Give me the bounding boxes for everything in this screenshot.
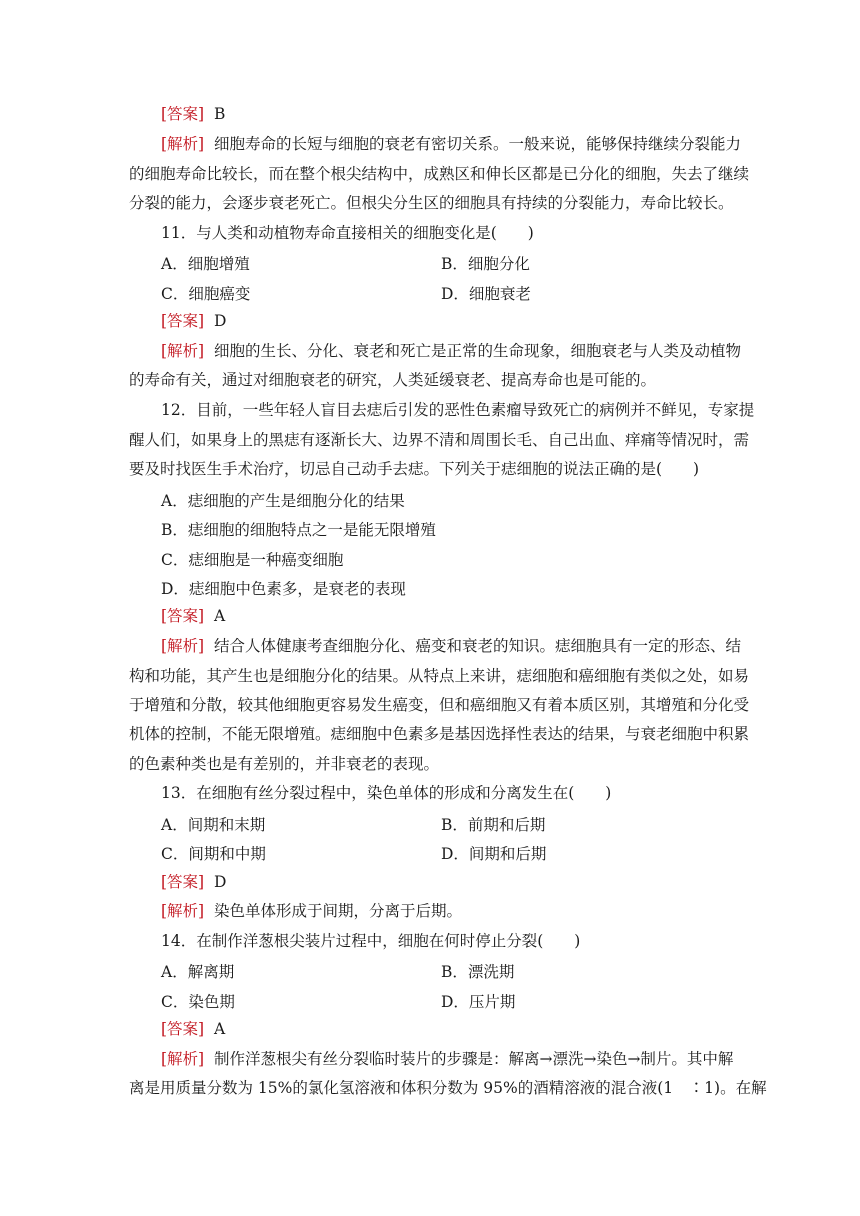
- answer-14: [161, 1019, 738, 1039]
- explanation-text: 结合人体健康考查细胞分化、癌变和衰老的知识。痣细胞具有一定的形态、结: [213, 637, 741, 655]
- answer-value: D: [213, 312, 227, 330]
- explanation-14-line-2: 离是用质量分数为 15%的氯化氢溶液和体积分数为 95%的酒精溶液的混合液(1 ∶1)。在解: [129, 1079, 767, 1097]
- question-13-option-b: B．前期和后期: [441, 816, 546, 834]
- question-12-option-d: D．痣细胞中色素多，是衰老的表现: [161, 580, 406, 598]
- explanation-14-line-1: [161, 1049, 738, 1069]
- answer-13: [161, 872, 738, 892]
- question-14-stem: 14．在制作洋葱根尖装片过程中，细胞在何时停止分裂( ): [161, 932, 581, 950]
- question-14-option-d: D．压片期: [441, 993, 516, 1011]
- question-12-line-1: 12．目前，一些年轻人盲目去痣后引发的恶性色素瘤导致死亡的病例并不鲜见，专家提: [161, 401, 755, 419]
- explanation-text: 细胞的生长、分化、衰老和死亡是正常的生命现象，细胞衰老与人类及动植物: [213, 342, 741, 360]
- question-11-option-a: A．细胞增殖: [161, 255, 250, 273]
- answer-value: B: [213, 105, 226, 123]
- question-11-stem: 11．与人类和动植物寿命直接相关的细胞变化是( ): [161, 224, 534, 242]
- answer-12: [161, 606, 738, 626]
- explanation-tag: [解析]: [161, 1050, 205, 1068]
- question-12-line-2: 醒人们，如果身上的黑痣有逐渐长大、边界不清和周围长毛、自己出血、痒痛等情况时，需: [129, 431, 750, 449]
- explanation-12-line-4: 机体的控制，不能无限增殖。痣细胞中色素多是基因选择性表达的结果，与衰老细胞中积累: [129, 725, 750, 743]
- question-14-option-c: C．染色期: [161, 993, 235, 1011]
- explanation-tag: [解析]: [161, 342, 205, 360]
- explanation-10-line-2: 的细胞寿命比较长，而在整个根尖结构中，成熟区和伸长区都是已分化的细胞，失去了继续: [129, 165, 750, 183]
- explanation-text: 细胞寿命的长短与细胞的衰老有密切关系。一般来说，能够保持继续分裂能力: [213, 135, 741, 153]
- explanation-tag: [解析]: [161, 637, 205, 655]
- answer-tag: [答案]: [161, 312, 205, 330]
- explanation-tag: [解析]: [161, 135, 205, 153]
- explanation-11-line-2: 的寿命有关，通过对细胞衰老的研究，人类延缓衰老、提高寿命也是可能的。: [129, 371, 657, 389]
- question-12-option-b: B．痣细胞的细胞特点之一是能无限增殖: [161, 521, 436, 539]
- answer-tag: [答案]: [161, 607, 205, 625]
- answer-value: A: [213, 607, 226, 625]
- question-11-option-c: C．细胞癌变: [161, 285, 251, 303]
- explanation-12-line-3: 于增殖和分散，较其他细胞更容易发生癌变，但和癌细胞又有着本质区别，其增殖和分化受: [129, 696, 750, 714]
- answer-tag: [答案]: [161, 1020, 205, 1038]
- explanation-11-line-1: [161, 341, 741, 361]
- question-12-option-c: C．痣细胞是一种癌变细胞: [161, 551, 344, 569]
- answer-value: A: [213, 1020, 226, 1038]
- answer-11: [161, 311, 738, 331]
- explanation-10-line-1: [161, 134, 741, 154]
- explanation-text: 制作洋葱根尖有丝分裂临时装片的步骤是：解离→漂洗→染色→制片。其中解: [213, 1050, 734, 1068]
- question-13-option-a: A．间期和末期: [161, 816, 266, 834]
- answer-value: D: [213, 873, 227, 891]
- question-13-option-d: D．间期和后期: [441, 845, 547, 863]
- question-13-option-c: C．间期和中期: [161, 845, 266, 863]
- question-11-option-b: B．细胞分化: [441, 255, 530, 273]
- explanation-13-line-1: [161, 901, 738, 921]
- question-12-option-a: A．痣细胞的产生是细胞分化的结果: [161, 492, 405, 510]
- explanation-12-line-2: 构和功能，其产生也是细胞分化的结果。从特点上来讲，痣细胞和癌细胞有类似之处，如易: [129, 667, 750, 685]
- question-11-option-d: D．细胞衰老: [441, 285, 531, 303]
- question-14-option-a: A．解离期: [161, 963, 235, 981]
- explanation-text: 染色单体形成于间期，分离于后期。: [213, 902, 462, 920]
- answer-tag: [答案]: [161, 105, 205, 123]
- explanation-10-line-3: 分裂的能力，会逐步衰老死亡。但根尖分生区的细胞具有持续的分裂能力，寿命比较长。: [129, 194, 734, 212]
- explanation-12-line-5: 的色素种类也是有差别的，并非衰老的表现。: [129, 755, 440, 773]
- question-14-option-b: B．漂洗期: [441, 963, 515, 981]
- answer-10: [161, 104, 738, 124]
- answer-tag: [答案]: [161, 873, 205, 891]
- explanation-12-line-1: [161, 636, 741, 656]
- explanation-tag: [解析]: [161, 902, 205, 920]
- question-12-line-3: 要及时找医生手术治疗，切忌自己动手去痣。下列关于痣细胞的说法正确的是( ): [129, 460, 700, 478]
- question-13-stem: 13．在细胞有丝分裂过程中，染色单体的形成和分离发生在( ): [161, 784, 612, 802]
